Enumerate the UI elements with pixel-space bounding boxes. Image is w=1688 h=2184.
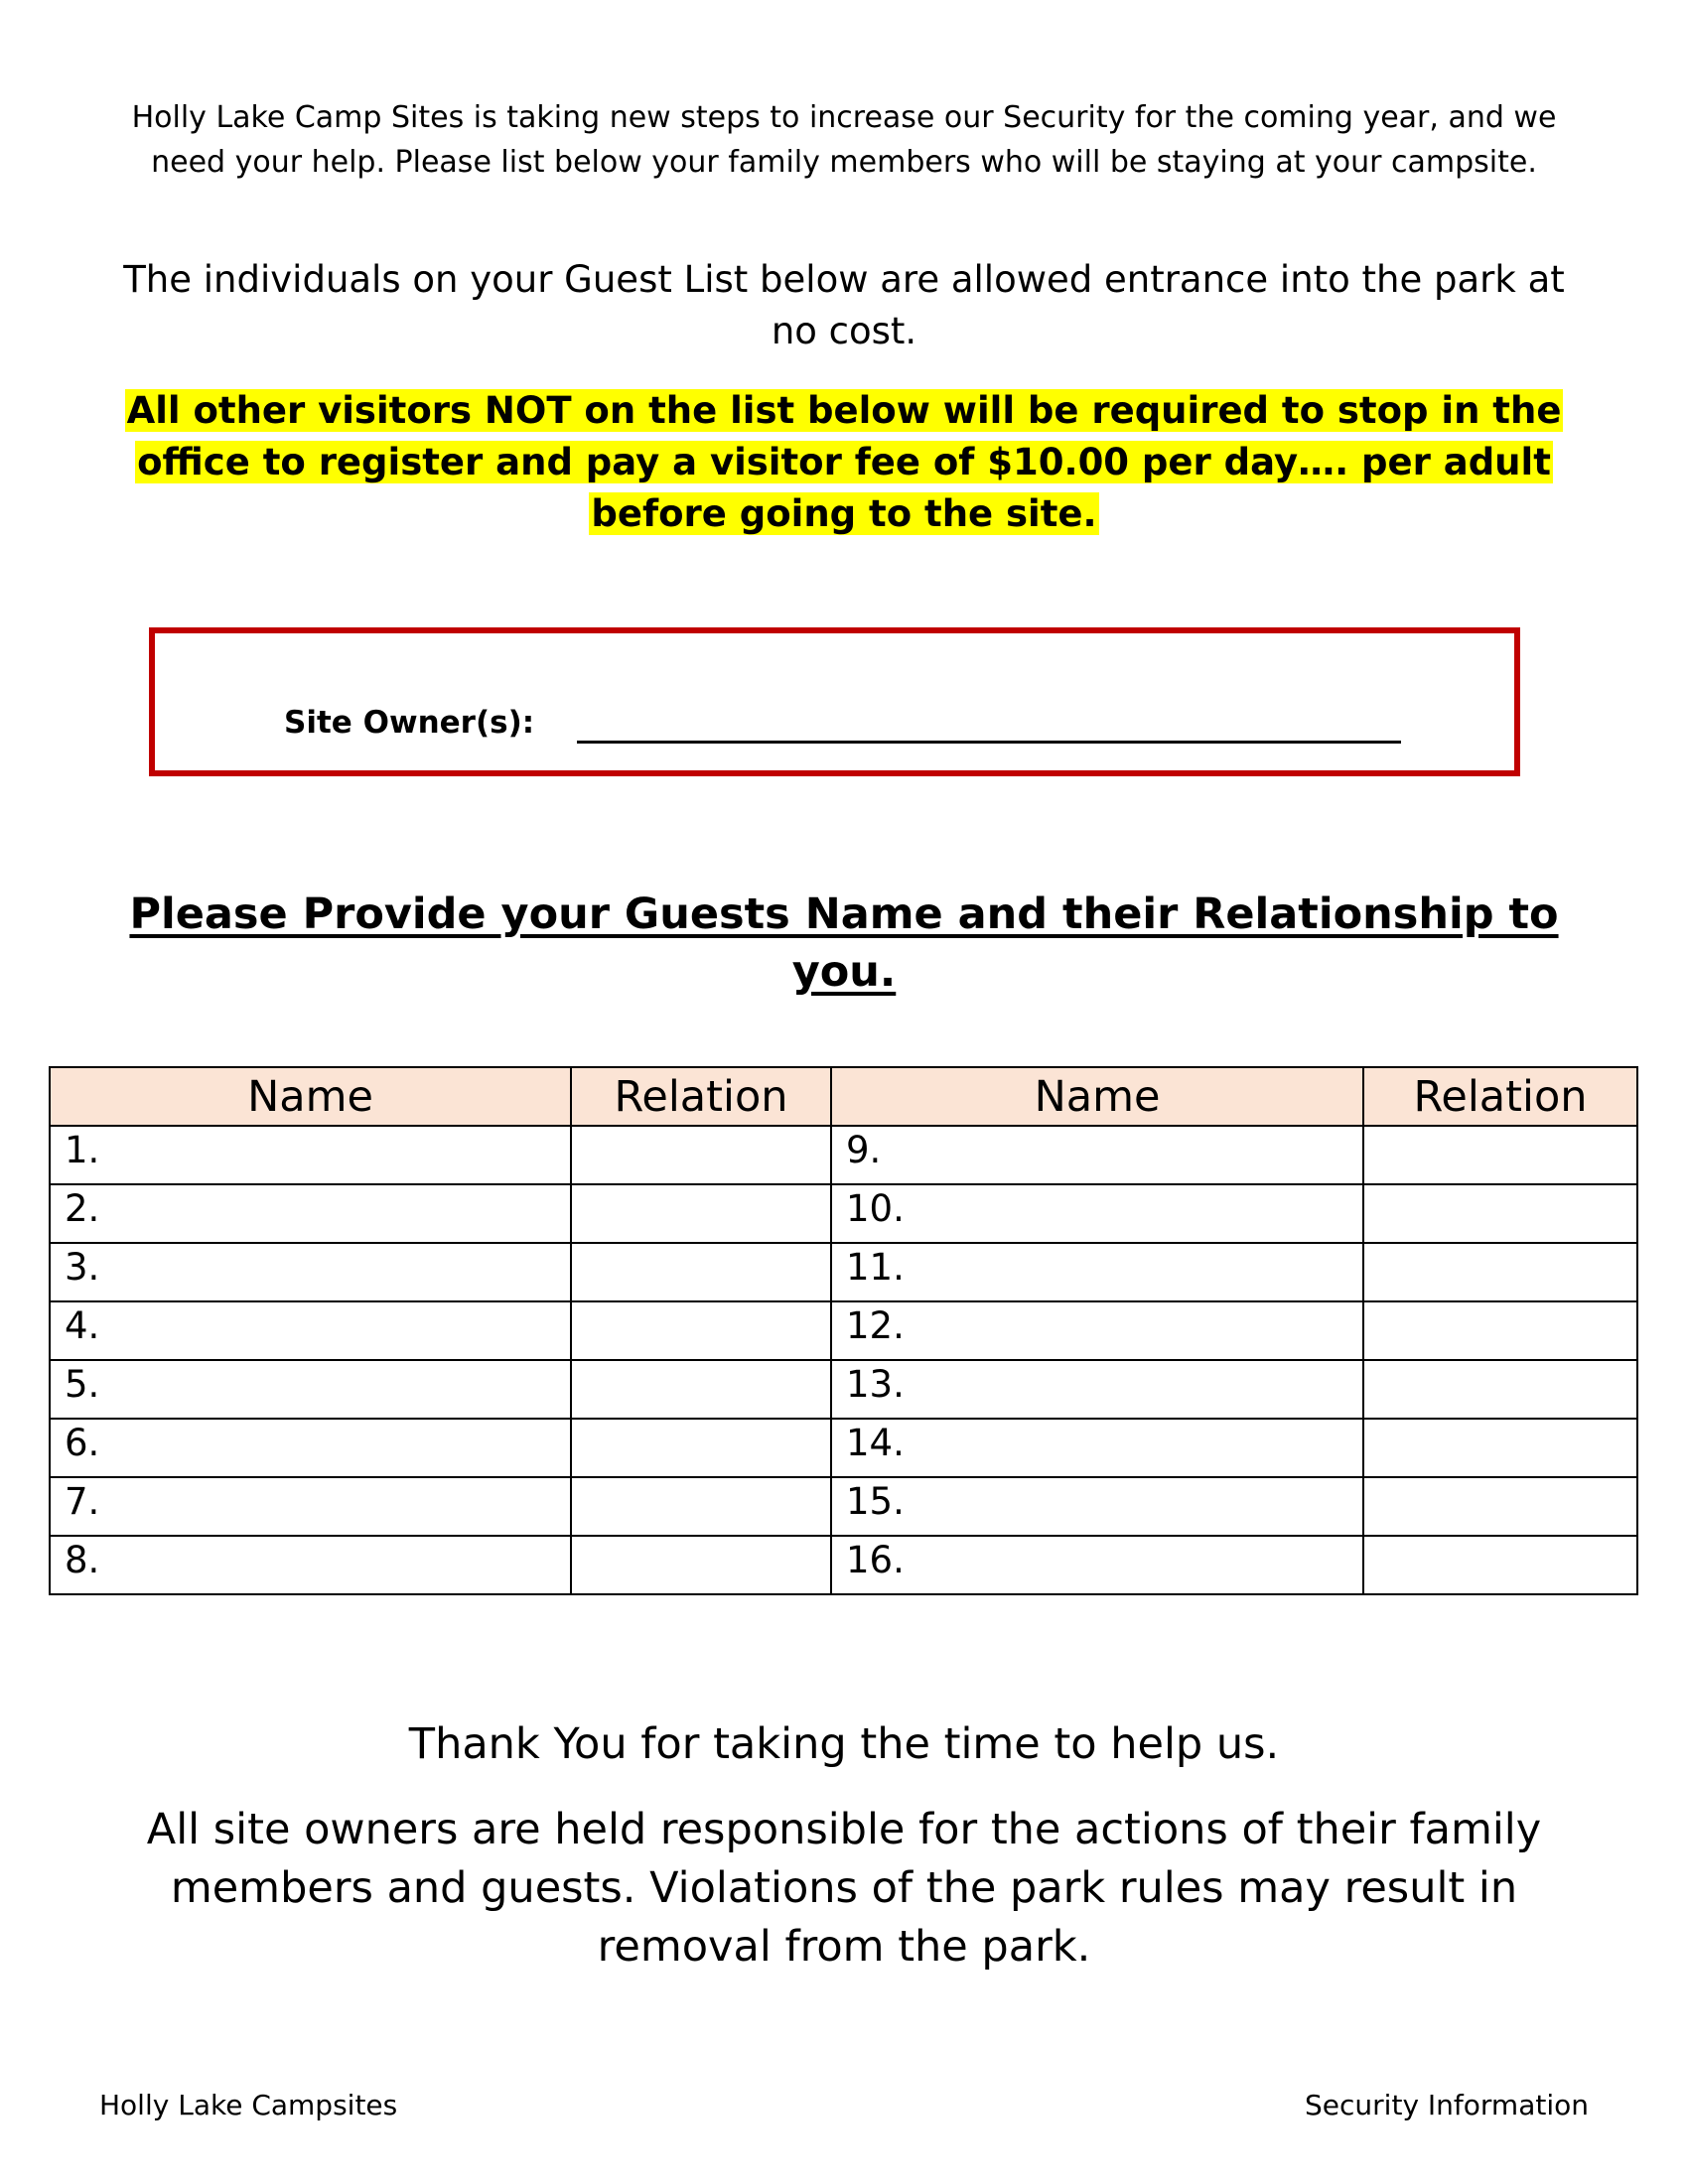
table-row	[50, 1536, 1637, 1594]
guest-relation-cell[interactable]	[571, 1477, 831, 1536]
guest-name-cell[interactable]: 12.	[831, 1301, 1363, 1360]
guest-name-cell[interactable]: 10.	[831, 1184, 1363, 1243]
guest-relation-cell[interactable]	[571, 1184, 831, 1243]
guest-name-cell[interactable]: 1.	[50, 1126, 571, 1184]
relation-column-header: Relation	[1363, 1067, 1637, 1126]
guest-relation-cell[interactable]	[571, 1126, 831, 1184]
table-row	[50, 1243, 1637, 1301]
table-row	[50, 1419, 1637, 1477]
guest-relation-cell[interactable]	[571, 1301, 831, 1360]
table-row	[50, 1126, 1637, 1184]
guest-name-cell[interactable]: 2.	[50, 1184, 571, 1243]
guest-name-cell[interactable]: 9.	[831, 1126, 1363, 1184]
guest-name-cell[interactable]: 5.	[50, 1360, 571, 1419]
site-owner-field[interactable]	[577, 741, 1401, 744]
guest-list-heading: Please Provide your Guests Name and their Relationship to you.	[129, 889, 1559, 997]
thank-you-message: Thank You for taking the time to help us.	[408, 1719, 1280, 1769]
highlighted-warning-text: All other visitors NOT on the list below will be required to stop in the office to register and pay a visitor fee of $10.00 per day…. per adult before going to the site.	[126, 389, 1562, 535]
guest-relation-cell[interactable]	[571, 1243, 831, 1301]
guest-relation-cell[interactable]	[1363, 1477, 1637, 1536]
guest-name-cell[interactable]: 4.	[50, 1301, 571, 1360]
responsibility-notice: All site owners are held responsible for the actions of their family members and guests. Violations of the park rules may result in removal from the park.	[146, 1805, 1542, 1972]
guest-name-cell[interactable]: 11.	[831, 1243, 1363, 1301]
guest-name-cell[interactable]: 14.	[831, 1419, 1363, 1477]
guest-relation-cell[interactable]	[1363, 1243, 1637, 1301]
footer-left: Holly Lake Campsites	[99, 2089, 398, 2121]
table-row	[50, 1184, 1637, 1243]
site-owner-label: Site Owner(s):	[284, 705, 535, 741]
guest-relation-cell[interactable]	[571, 1360, 831, 1419]
guest-name-cell[interactable]: 15.	[831, 1477, 1363, 1536]
table-header-row	[50, 1067, 1637, 1126]
guest-name-cell[interactable]: 6.	[50, 1419, 571, 1477]
table-row	[50, 1301, 1637, 1360]
entrance-notice: The individuals on your Guest List below are allowed entrance into the park at no cost.	[123, 258, 1565, 352]
name-column-header: Name	[831, 1067, 1363, 1126]
guest-name-cell[interactable]: 8.	[50, 1536, 571, 1594]
guest-name-cell[interactable]: 7.	[50, 1477, 571, 1536]
visitor-fee-warning	[99, 385, 1589, 540]
guest-relation-cell[interactable]	[1363, 1360, 1637, 1419]
guest-name-cell[interactable]: 13.	[831, 1360, 1363, 1419]
site-owner-box	[149, 627, 1520, 776]
guest-relation-cell[interactable]	[571, 1536, 831, 1594]
guest-relation-cell[interactable]	[1363, 1419, 1637, 1477]
intro-paragraph: Holly Lake Camp Sites is taking new steps to increase our Security for the coming year, and we need your help. Please list below your family members who will be staying at your campsite.	[131, 100, 1557, 180]
guest-name-cell[interactable]: 16.	[831, 1536, 1363, 1594]
guest-relation-cell[interactable]	[1363, 1126, 1637, 1184]
footer-right: Security Information	[1305, 2089, 1589, 2121]
relation-column-header: Relation	[571, 1067, 831, 1126]
guest-name-cell[interactable]: 3.	[50, 1243, 571, 1301]
guest-list-table	[49, 1066, 1638, 1595]
guest-relation-cell[interactable]	[571, 1419, 831, 1477]
name-column-header: Name	[50, 1067, 571, 1126]
table-row	[50, 1477, 1637, 1536]
guest-relation-cell[interactable]	[1363, 1536, 1637, 1594]
guest-relation-cell[interactable]	[1363, 1184, 1637, 1243]
guest-relation-cell[interactable]	[1363, 1301, 1637, 1360]
guest-table-body	[50, 1126, 1637, 1594]
table-row	[50, 1360, 1637, 1419]
